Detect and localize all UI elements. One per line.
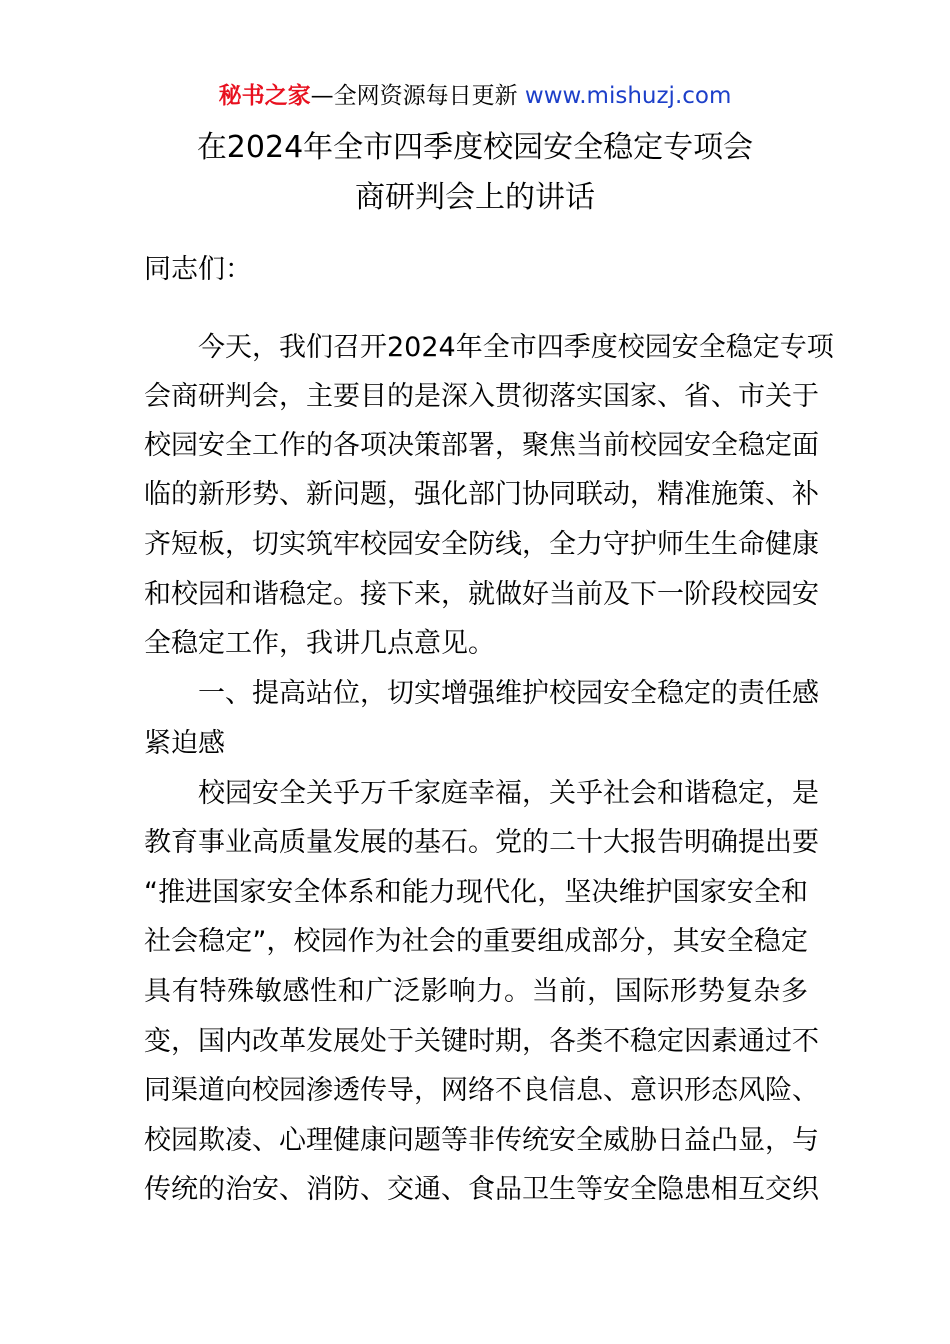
brand-name: 秘书之家 bbox=[218, 83, 311, 109]
paragraph-3-line: 变，国内改革发展处于关键时期，各类不稳定因素通过不 bbox=[144, 1026, 819, 1057]
header-tagline: —全网资源每日更新 bbox=[310, 83, 518, 109]
paragraph-3-line: 具有特殊敏感性和广泛影响力。当前，国际形势复杂多 bbox=[144, 976, 808, 1007]
document-title-line-1: 在2024年全市四季度校园安全稳定专项会 bbox=[196, 130, 754, 165]
paragraph-1-line: 临的新形势、新问题，强化部门协同联动，精准施策、补 bbox=[144, 479, 819, 510]
paragraph-3-line: 传统的治安、消防、交通、食品卫生等安全隐患相互交织 bbox=[144, 1174, 819, 1205]
section-heading-line: 紧迫感 bbox=[144, 728, 225, 759]
paragraph-1-line: 全稳定工作，我讲几点意见。 bbox=[144, 628, 495, 659]
site-url-link[interactable]: www.mishuzj.com bbox=[524, 83, 732, 109]
paragraph-3-line: 社会稳定”，校园作为社会的重要组成部分，其安全稳定 bbox=[144, 926, 808, 957]
paragraph-3-line: “推进国家安全体系和能力现代化，坚决维护国家安全和 bbox=[144, 877, 808, 908]
paragraph-1-line: 今天，我们召开2024年全市四季度校园安全稳定专项 bbox=[198, 332, 834, 363]
paragraph-3-line: 同渠道向校园渗透传导，网络不良信息、意识形态风险、 bbox=[144, 1075, 819, 1106]
document-title-line-2: 商研判会上的讲话 bbox=[355, 180, 595, 215]
paragraph-3-line: 校园安全关乎万千家庭幸福，关乎社会和谐稳定，是 bbox=[198, 778, 819, 809]
greeting: 同志们： bbox=[144, 254, 252, 285]
section-heading-line: 一、提高站位，切实增强维护校园安全稳定的责任感 bbox=[198, 678, 819, 709]
paragraph-1-line: 会商研判会，主要目的是深入贯彻落实国家、省、市关于 bbox=[144, 381, 819, 412]
paragraph-1-line: 齐短板，切实筑牢校园安全防线，全力守护师生生命健康 bbox=[144, 529, 819, 560]
paragraph-3-line: 教育事业高质量发展的基石。党的二十大报告明确提出要 bbox=[144, 827, 819, 858]
paragraph-1-line: 和校园和谐稳定。接下来，就做好当前及下一阶段校园安 bbox=[144, 579, 819, 610]
page-header bbox=[0, 78, 950, 114]
paragraph-3-line: 校园欺凌、心理健康问题等非传统安全威胁日益凸显，与 bbox=[144, 1125, 819, 1156]
paragraph-1-line: 校园安全工作的各项决策部署，聚焦当前校园安全稳定面 bbox=[144, 430, 819, 461]
